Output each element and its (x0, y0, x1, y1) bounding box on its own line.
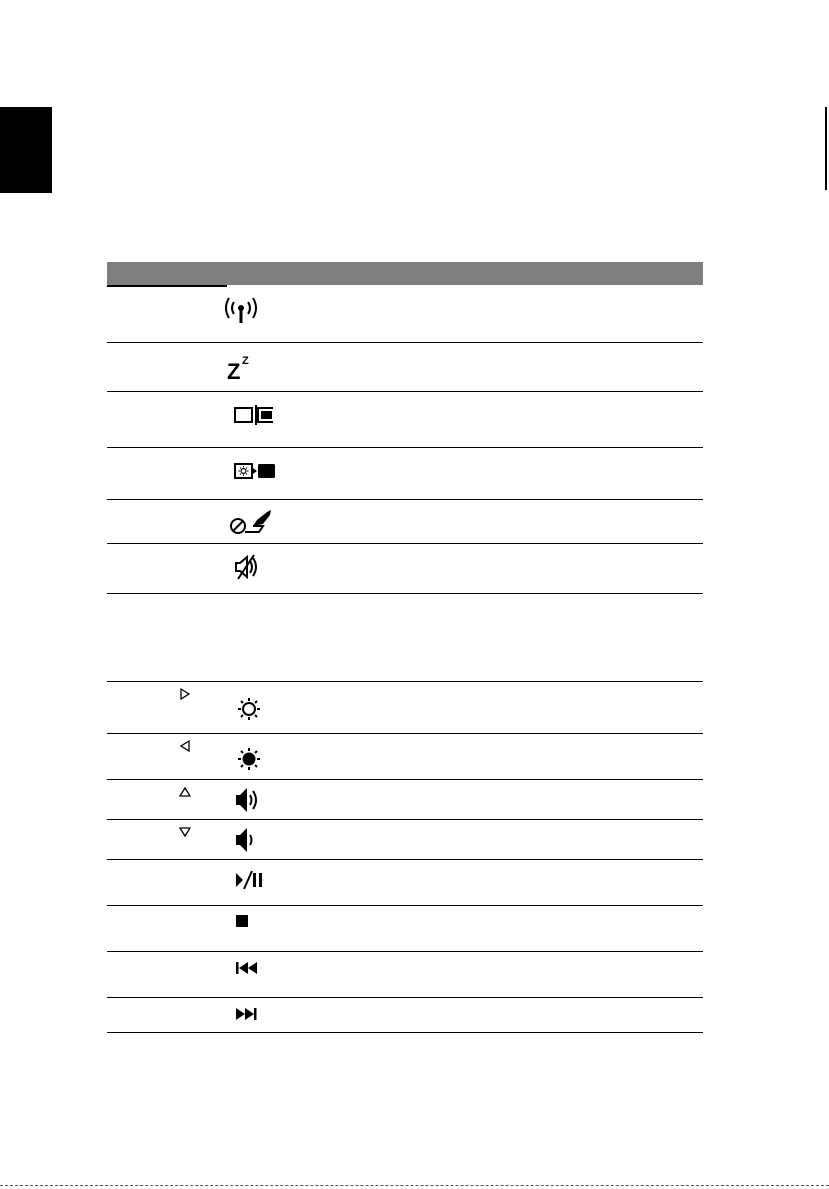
screen-blank-icon (223, 456, 277, 486)
table-row (107, 734, 703, 780)
svg-text:Z: Z (242, 355, 249, 367)
next-icon (223, 1000, 277, 1030)
table-row (107, 780, 703, 820)
down-arrow-icon (179, 826, 191, 838)
table-row (107, 544, 703, 594)
table-row (107, 287, 703, 343)
table-row (107, 392, 703, 448)
table-row (107, 682, 703, 734)
table-row (107, 500, 703, 544)
touchpad-disable-icon (223, 506, 277, 536)
language-tab (0, 107, 52, 193)
svg-text:Z: Z (227, 359, 241, 381)
table-row (107, 448, 703, 500)
table-row (107, 952, 703, 998)
stop-icon (223, 908, 277, 938)
display-toggle-icon (223, 400, 277, 430)
speaker-mute-icon (223, 552, 277, 582)
wireless-icon (223, 295, 277, 325)
table-row (107, 860, 703, 906)
brightness-down-icon (223, 744, 277, 774)
previous-icon (223, 954, 277, 984)
table-row (107, 906, 703, 952)
table-row (107, 343, 703, 392)
up-arrow-icon (179, 786, 191, 798)
play-pause-icon (223, 866, 277, 896)
margin-rule (825, 107, 827, 190)
page-bottom-rule (0, 1185, 829, 1186)
volume-down-icon (223, 825, 277, 855)
table-row (107, 820, 703, 860)
table-header (107, 262, 703, 285)
brightness-up-icon (223, 694, 277, 724)
volume-up-icon (223, 785, 277, 815)
left-arrow-icon (179, 740, 191, 752)
sleep-zz-icon (223, 351, 277, 381)
table-row (107, 594, 703, 682)
table-row (107, 998, 703, 1033)
right-arrow-icon (179, 688, 191, 700)
hotkey-table (107, 262, 703, 1033)
